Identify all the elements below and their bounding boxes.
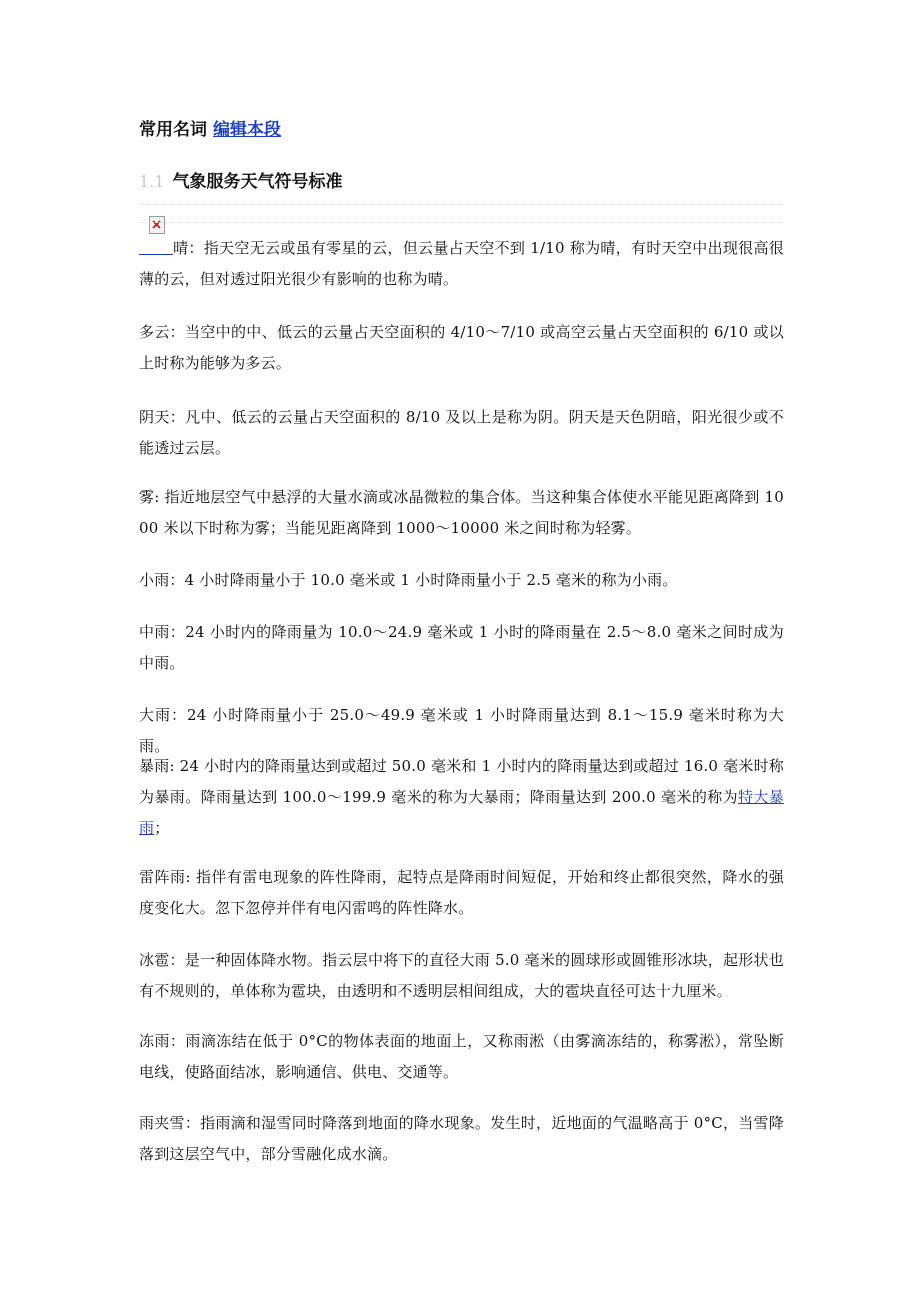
divider xyxy=(139,222,784,223)
paragraph-rainstorm: 暴雨: 24 小时内的降雨量达到或超过 50.0 毫米和 1 小时内的降雨量达到或超过 16.0 毫米时称为暴雨。降雨量达到 100.0～199.9 毫米的称为大暴雨；降雨量达到 200.0 毫米的称为特大暴雨； xyxy=(139,757,784,837)
extreme-rainstorm-link[interactable]: 特大暴雨 xyxy=(139,788,784,837)
subsection-heading xyxy=(139,170,342,194)
section-title: 常用名词 xyxy=(139,120,207,140)
broken-image-icon[interactable] xyxy=(139,232,173,255)
section-heading xyxy=(139,118,281,142)
subsection-title: 气象服务天气符号标准 xyxy=(172,172,343,192)
paragraph-cloudy: 多云：当空中的中、低云的云量占天空面积的 4/10～7/10 或高空云量占天空面积的 6/10 或以上时称为能够为多云。 xyxy=(139,323,784,372)
edit-section-link[interactable]: 编辑本段 xyxy=(213,120,281,140)
paragraph-moderate-rain: 中雨：24 小时内的降雨量为 10.0～24.9 毫米或 1 小时的降雨量在 2.5～8.0 毫米之间时成为中雨。 xyxy=(139,623,784,672)
paragraph-sleet: 雨夹雪：指雨滴和湿雪同时降落到地面的降水现象。发生时，近地面的气温略高于 0°C，当雪降落到这层空气中，部分雪融化成水滴。 xyxy=(139,1114,784,1163)
paragraph-overcast: 阴天：凡中、低云的云量占天空面积的 8/10 及以上是称为阴。阴天是天色阴暗，阳光很少或不能透过云层。 xyxy=(139,408,784,457)
paragraph-sunny: 晴：指天空无云或虽有零星的云，但云量占天空不到 1/10 称为晴，有时天空中出现很高很薄的云，但对透过阳光很少有影响的也称为晴。 xyxy=(139,232,784,295)
paragraph-hail: 冰雹：是一种固体降水物。指云层中将下的直径大雨 5.0 毫米的圆球形或圆锥形冰块，起形状也有不规则的，单体称为雹块，由透明和不透明层相间组成，大的雹块直径可达十九厘米。 xyxy=(139,951,784,1000)
subsection-number: 1.1 xyxy=(139,172,165,191)
paragraph-fog: 雾: 指近地层空气中悬浮的大量水滴或冰晶微粒的集合体。当这种集合体使水平能见距离降到 1000 米以下时称为雾；当能见距离降到 1000～10000 米之间时称为轻雾。 xyxy=(139,488,784,537)
paragraph-heavy-rain: 大雨：24 小时降雨量小于 25.0～49.9 毫米或 1 小时降雨量达到 8.1～15.9 毫米时称为大雨。 xyxy=(139,706,784,755)
paragraph-freezing-rain: 冻雨：雨滴冻结在低于 0°C的物体表面的地面上，又称雨淞（由雾滴冻结的，称雾淞），常坠断电线，使路面结冰，影响通信、供电、交通等。 xyxy=(139,1032,784,1081)
divider xyxy=(139,204,784,205)
paragraph-light-rain: 小雨：4 小时降雨量小于 10.0 毫米或 1 小时降雨量小于 2.5 毫米的称为小雨。 xyxy=(139,571,678,589)
paragraph-thundershower: 雷阵雨: 指伴有雷电现象的阵性降雨，起特点是降雨时间短促，开始和终止都很突然，降水的强度变化大。忽下忽停并伴有电闪雷鸣的阵性降水。 xyxy=(139,868,784,917)
